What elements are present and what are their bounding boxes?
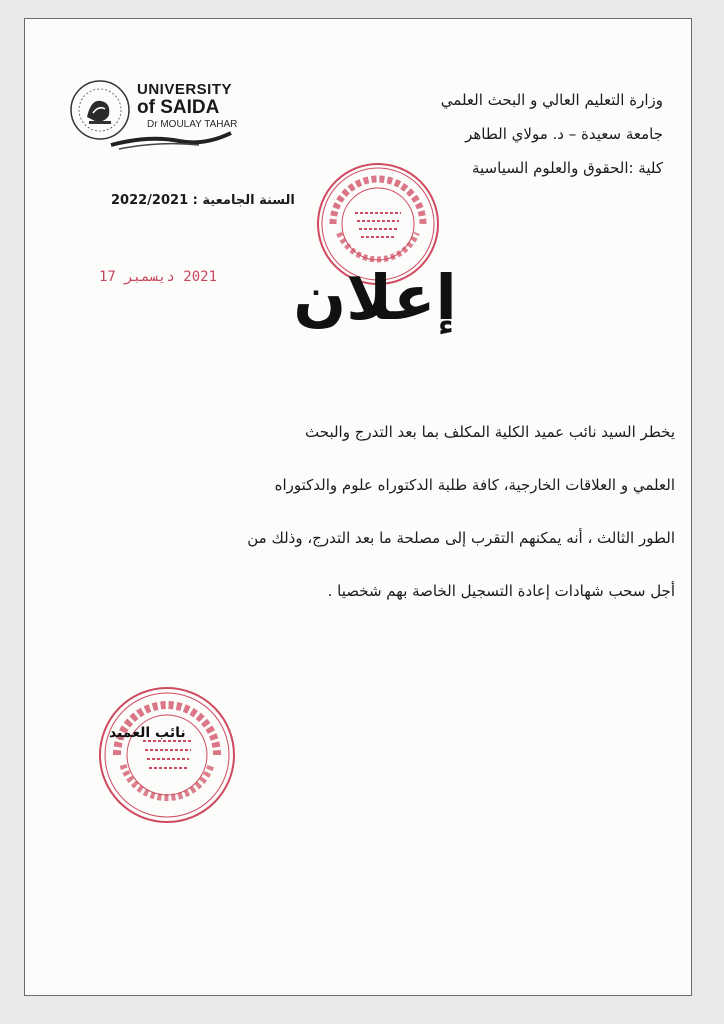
header-ministry: وزارة التعليم العالي و البحث العلمي: [440, 91, 663, 109]
logo-line-university: UNIVERSITY: [137, 81, 233, 98]
university-logo: [69, 77, 239, 157]
body-line: العلمي و العلاقات الخارجية، كافة طلبة الدكتوراه علوم والدكتوراه: [274, 476, 675, 494]
signer-title: نائب العميد: [109, 725, 186, 741]
signature-stamp-icon: [97, 685, 237, 825]
body-line: يخطر السيد نائب عميد الكلية المكلف بما بعد التدرج والبحث: [305, 423, 675, 441]
page-title: إعلان: [293, 261, 457, 334]
header-faculty: كلية :الحقوق والعلوم السياسية: [471, 159, 663, 177]
date-stamp: 2021 ديسمبر 17: [99, 269, 218, 285]
header-university: جامعة سعيدة – د. مولاي الطاهر: [465, 125, 663, 143]
body-line: أجل سحب شهادات إعادة التسجيل الخاصة بهم شخصيا .: [327, 582, 675, 600]
academic-year: السنة الجامعية : 2022/2021: [111, 193, 295, 208]
announcement-body: [95, 417, 675, 629]
logo-line-moulay-tahar: Dr MOULAY TAHAR: [147, 119, 238, 130]
logo-swoosh-icon: [109, 129, 234, 151]
document-page: [24, 18, 692, 996]
body-line: الطور الثالث ، أنه يمكنهم التقرب إلى مصلحة ما بعد التدرج، وذلك من: [247, 529, 675, 547]
logo-line-saida: of SAIDA: [137, 97, 220, 118]
